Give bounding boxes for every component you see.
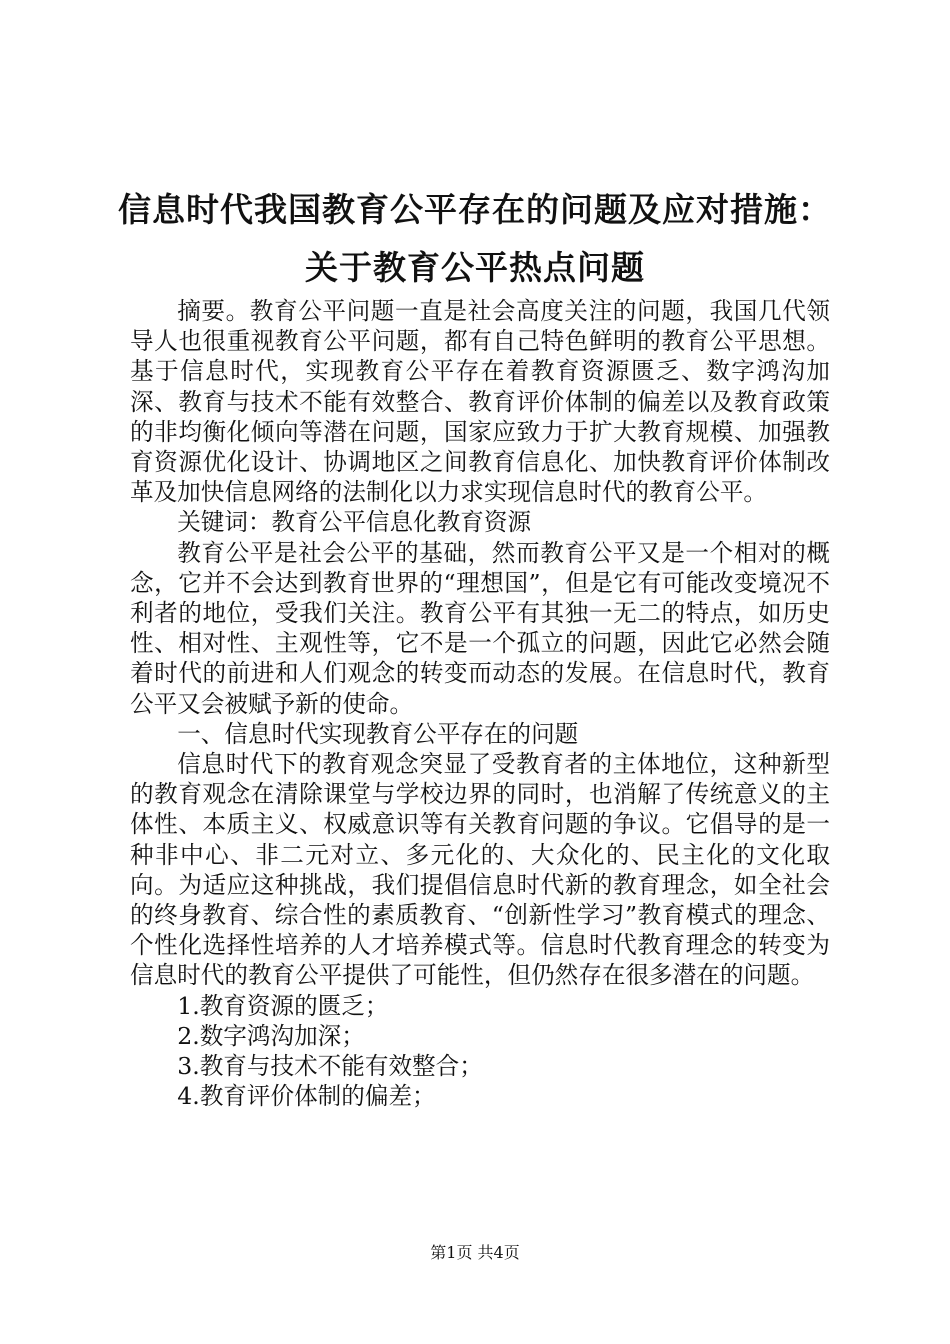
document-title-line-2: 关于教育公平热点问题: [305, 248, 645, 287]
document-title-line-1: 信息时代我国教育公平存在的问题及应对措施：: [118, 190, 832, 229]
intro-paragraph: 教育公平是社会公平的基础，然而教育公平又是一个相对的概念，它并不会达到教育世界的“理想国”，但是它有可能改变境况不利者的地位，受我们关注。教育公平有其独一无二的特点，如历史性、相对性、主观性等，它不是一个孤立的问题，因此它必然会随着时代的前进和人们观念的转变而动态的发展。在信息时代，教育公平又会被赋予新的使命。: [130, 538, 830, 718]
list-item-2: 2.数字鸿沟加深；: [177, 1021, 365, 1050]
list-item-1: 1.教育资源的匮乏；: [177, 991, 389, 1020]
page-footer: 第1页 共4页: [430, 1243, 520, 1262]
abstract-paragraph: 摘要。教育公平问题一直是社会高度关注的问题，我国几代领导人也很重视教育公平问题，都有自己特色鲜明的教育公平思想。基于信息时代，实现教育公平存在着教育资源匮乏、数字鸿沟加深、教育与技术不能有效整合、教育评价体制的偏差以及教育政策的非均衡化倾向等潜在问题，国家应致力于扩大教育规模、加强教育资源优化设计、协调地区之间教育信息化、加快教育评价体制改革及加快信息网络的法制化以力求实现信息时代的教育公平。: [130, 297, 830, 507]
section-1-paragraph: 信息时代下的教育观念突显了受教育者的主体地位，这种新型的教育观念在清除课堂与学校边界的同时，也消解了传统意义的主体性、本质主义、权威意识等有关教育问题的争议。它倡导的是一种非中心、非二元对立、多元化的、大众化的、民主化的文化取向。为适应这种挑战，我们提倡信息时代新的教育理念，如全社会的终身教育、综合性的素质教育、“创新性学习”教育模式的理念、个性化选择性培养的人才培养模式等。信息时代教育理念的转变为信息时代的教育公平提供了可能性，但仍然存在很多潜在的问题。: [130, 750, 830, 990]
keywords-paragraph: 关键词：教育公平信息化教育资源: [177, 508, 532, 537]
document-body: [130, 296, 830, 1111]
section-heading-1: 一、信息时代实现教育公平存在的问题: [177, 719, 579, 748]
list-item-4: 4.教育评价体制的偏差；: [177, 1082, 436, 1111]
list-item-3: 3.教育与技术不能有效整合；: [177, 1052, 483, 1081]
